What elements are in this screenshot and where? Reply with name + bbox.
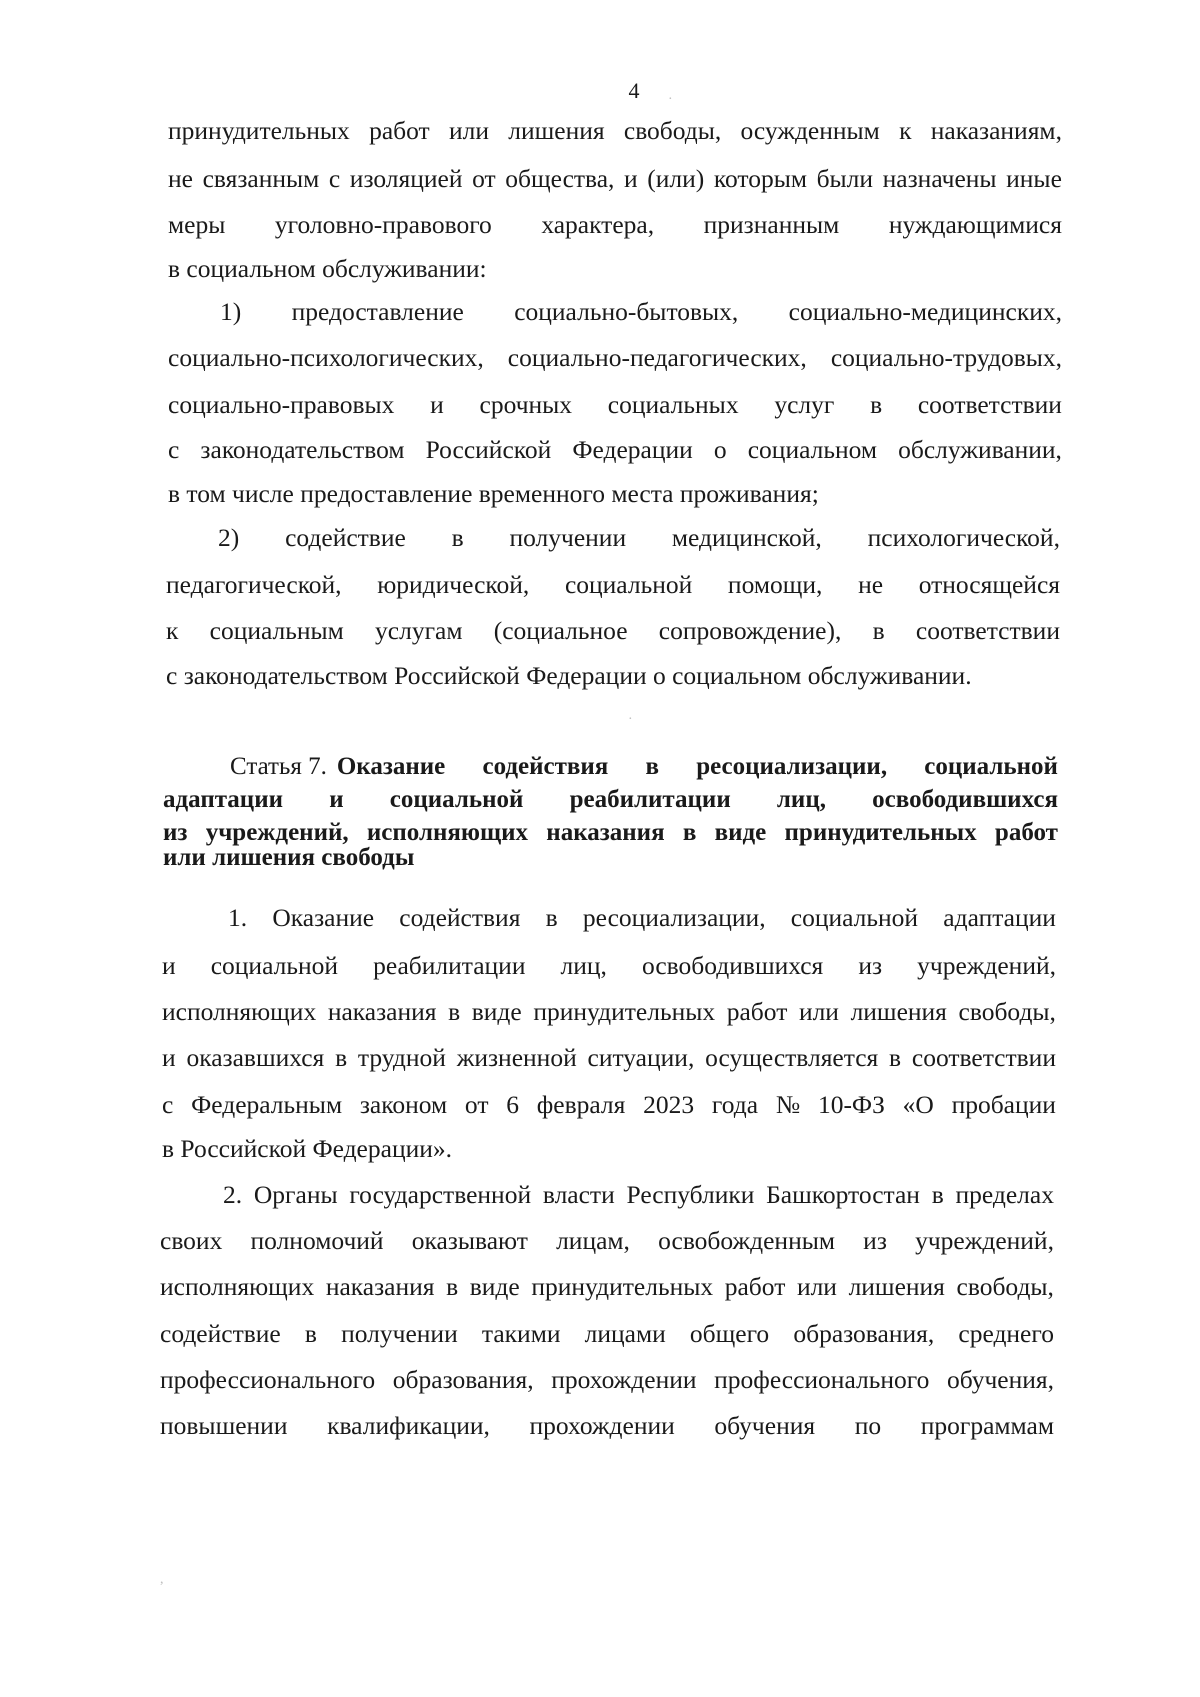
text-line: педагогической, юридической, социальной помощи, не относящейся xyxy=(166,570,1060,599)
article-title-part: Оказание содействия в ресоциализации, социальной xyxy=(336,753,1058,780)
article-label: Статья 7. xyxy=(230,753,327,780)
clause-1-line: исполняющих наказания в виде принудительных работ или лишения свободы, xyxy=(162,997,1056,1026)
list-item-2: 2) содействие в получении медицинской, психологической, xyxy=(218,523,1060,552)
article-heading-line-1 xyxy=(230,752,1058,782)
text-line: социально-психологических, социально-педагогических, социально-трудовых, xyxy=(168,343,1062,372)
clause-2-line: профессионального образования, прохождении профессионального обучения, xyxy=(160,1365,1054,1394)
text-line: в социальном обслуживании: xyxy=(168,254,487,283)
article-heading-line-3: из учреждений, исполняющих наказания в виде принудительных работ xyxy=(163,819,1058,846)
clause-1-line: с Федеральным законом от 6 февраля 2023 года № 10-ФЗ «О пробации xyxy=(162,1090,1056,1119)
clause-2-line: 2. Органы государственной власти Республики Башкортостан в пределах xyxy=(223,1180,1054,1209)
scan-speck: · xyxy=(628,712,633,727)
clause-2-line: своих полномочий оказывают лицам, освобожденным из учреждений, xyxy=(160,1226,1054,1255)
text-line: принудительных работ или лишения свободы, осужденным к наказаниям, xyxy=(168,116,1062,145)
clause-1-line: и оказавшихся в трудной жизненной ситуации, осуществляется в соответствии xyxy=(162,1043,1056,1072)
clause-1-line: в Российской Федерации». xyxy=(162,1134,453,1163)
clause-1-line: и социальной реабилитации лиц, освободившихся из учреждений, xyxy=(162,951,1056,980)
text-line: к социальным услугам (социальное сопровождение), в соответствии xyxy=(166,616,1060,645)
scan-speck: , xyxy=(160,1572,164,1587)
text-line: с законодательством Российской Федерации о социальном обслуживании. xyxy=(166,661,972,690)
text-line: не связанным с изоляцией от общества, и (или) которым были назначены иные xyxy=(168,164,1062,193)
text-line: меры уголовно-правового характера, признанным нуждающимися xyxy=(168,210,1062,239)
list-item-1: 1) предоставление социально-бытовых, социально-медицинских, xyxy=(220,297,1062,326)
clause-2-line: повышении квалификации, прохождении обучения по программам xyxy=(160,1411,1054,1440)
text-line: в том числе предоставление временного места проживания; xyxy=(168,479,819,508)
clause-2-line: исполняющих наказания в виде принудительных работ или лишения свободы, xyxy=(160,1272,1054,1301)
article-heading-line-2: адаптации и социальной реабилитации лиц, освободившихся xyxy=(163,786,1058,813)
clause-2-line: содействие в получении такими лицами общего образования, среднего xyxy=(160,1319,1054,1348)
text-line: социально-правовых и срочных социальных услуг в соответствии xyxy=(168,390,1062,419)
article-heading-line-4: или лишения свободы xyxy=(163,844,415,871)
page-number: 4 xyxy=(628,78,640,103)
text-line: с законодательством Российской Федерации о социальном обслуживании, xyxy=(168,435,1062,464)
scan-speck: · xyxy=(668,92,673,107)
clause-1-line: 1. Оказание содействия в ресоциализации, социальной адаптации xyxy=(228,903,1056,932)
